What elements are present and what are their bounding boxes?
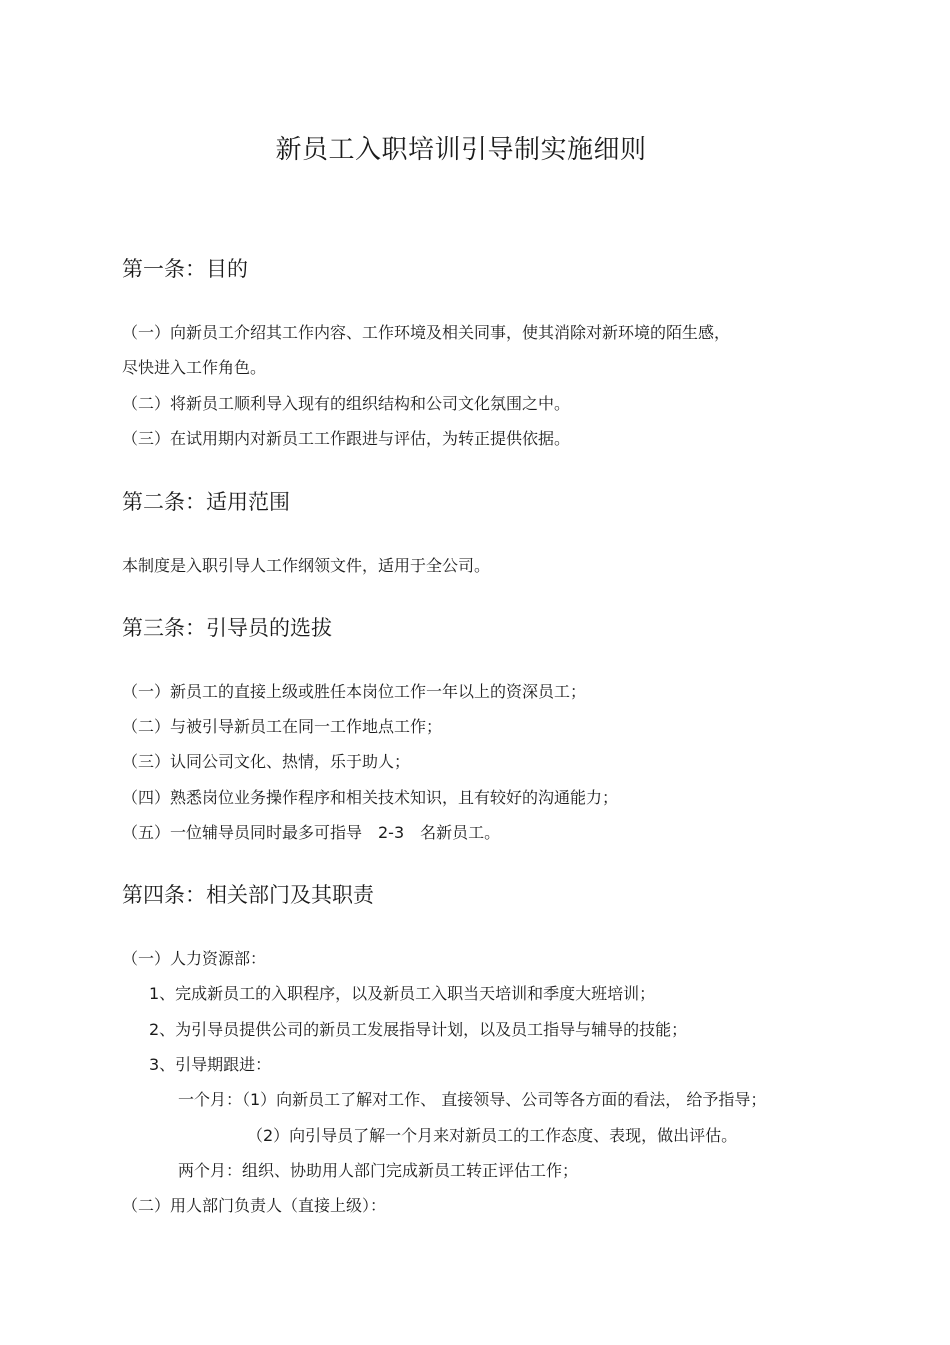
section-heading-scope: 第二条：适用范围 bbox=[122, 490, 290, 514]
paragraph-line: 尽快进入工作角色。 bbox=[122, 358, 267, 377]
paragraph-line: （三）认同公司文化、热情，乐于助人； bbox=[122, 752, 411, 771]
paragraph-line: （一）新员工的直接上级或胜任本岗位工作一年以上的资深员工； bbox=[122, 682, 587, 701]
document-title: 新员工入职培训引导制实施细则 bbox=[275, 135, 647, 165]
paragraph-line: 两个月：组织、协助用人部门完成新员工转正评估工作； bbox=[178, 1161, 579, 1180]
paragraph-line: 3、引导期跟进： bbox=[149, 1055, 272, 1074]
paragraph-line: 2、为引导员提供公司的新员工发展指导计划，以及员工指导与辅导的技能； bbox=[149, 1020, 688, 1039]
paragraph-line: （二）与被引导新员工在同一工作地点工作； bbox=[122, 717, 443, 736]
paragraph-line: 一个月：（1）向新员工了解对工作、 直接领导、公司等各方面的看法， 给予指导； bbox=[178, 1090, 767, 1109]
section-heading-selection: 第三条：引导员的选拔 bbox=[122, 616, 332, 640]
paragraph-line: （一）人力资源部： bbox=[122, 949, 267, 968]
section-heading-responsibilities: 第四条：相关部门及其职责 bbox=[122, 883, 374, 907]
section-heading-purpose: 第一条：目的 bbox=[122, 257, 248, 281]
paragraph-line: 本制度是入职引导人工作纲领文件，适用于全公司。 bbox=[122, 556, 491, 575]
paragraph-line: （2）向引导员了解一个月来对新员工的工作态度、表现，做出评估。 bbox=[247, 1126, 738, 1145]
paragraph-line: （二）将新员工顺利导入现有的组织结构和公司文化氛围之中。 bbox=[122, 394, 571, 413]
paragraph-line: （三）在试用期内对新员工工作跟进与评估，为转正提供依据。 bbox=[122, 429, 571, 448]
paragraph-line: （五）一位辅导员同时最多可指导 2-3 名新员工。 bbox=[122, 823, 501, 842]
paragraph-line: （二）用人部门负责人（直接上级）： bbox=[122, 1196, 387, 1215]
paragraph-line: （一）向新员工介绍其工作内容、工作环境及相关同事，使其消除对新环境的陌生感， bbox=[122, 323, 731, 342]
paragraph-line: （四）熟悉岗位业务操作程序和相关技术知识，且有较好的沟通能力； bbox=[122, 788, 619, 807]
paragraph-line: 1、完成新员工的入职程序，以及新员工入职当天培训和季度大班培训； bbox=[149, 984, 656, 1003]
